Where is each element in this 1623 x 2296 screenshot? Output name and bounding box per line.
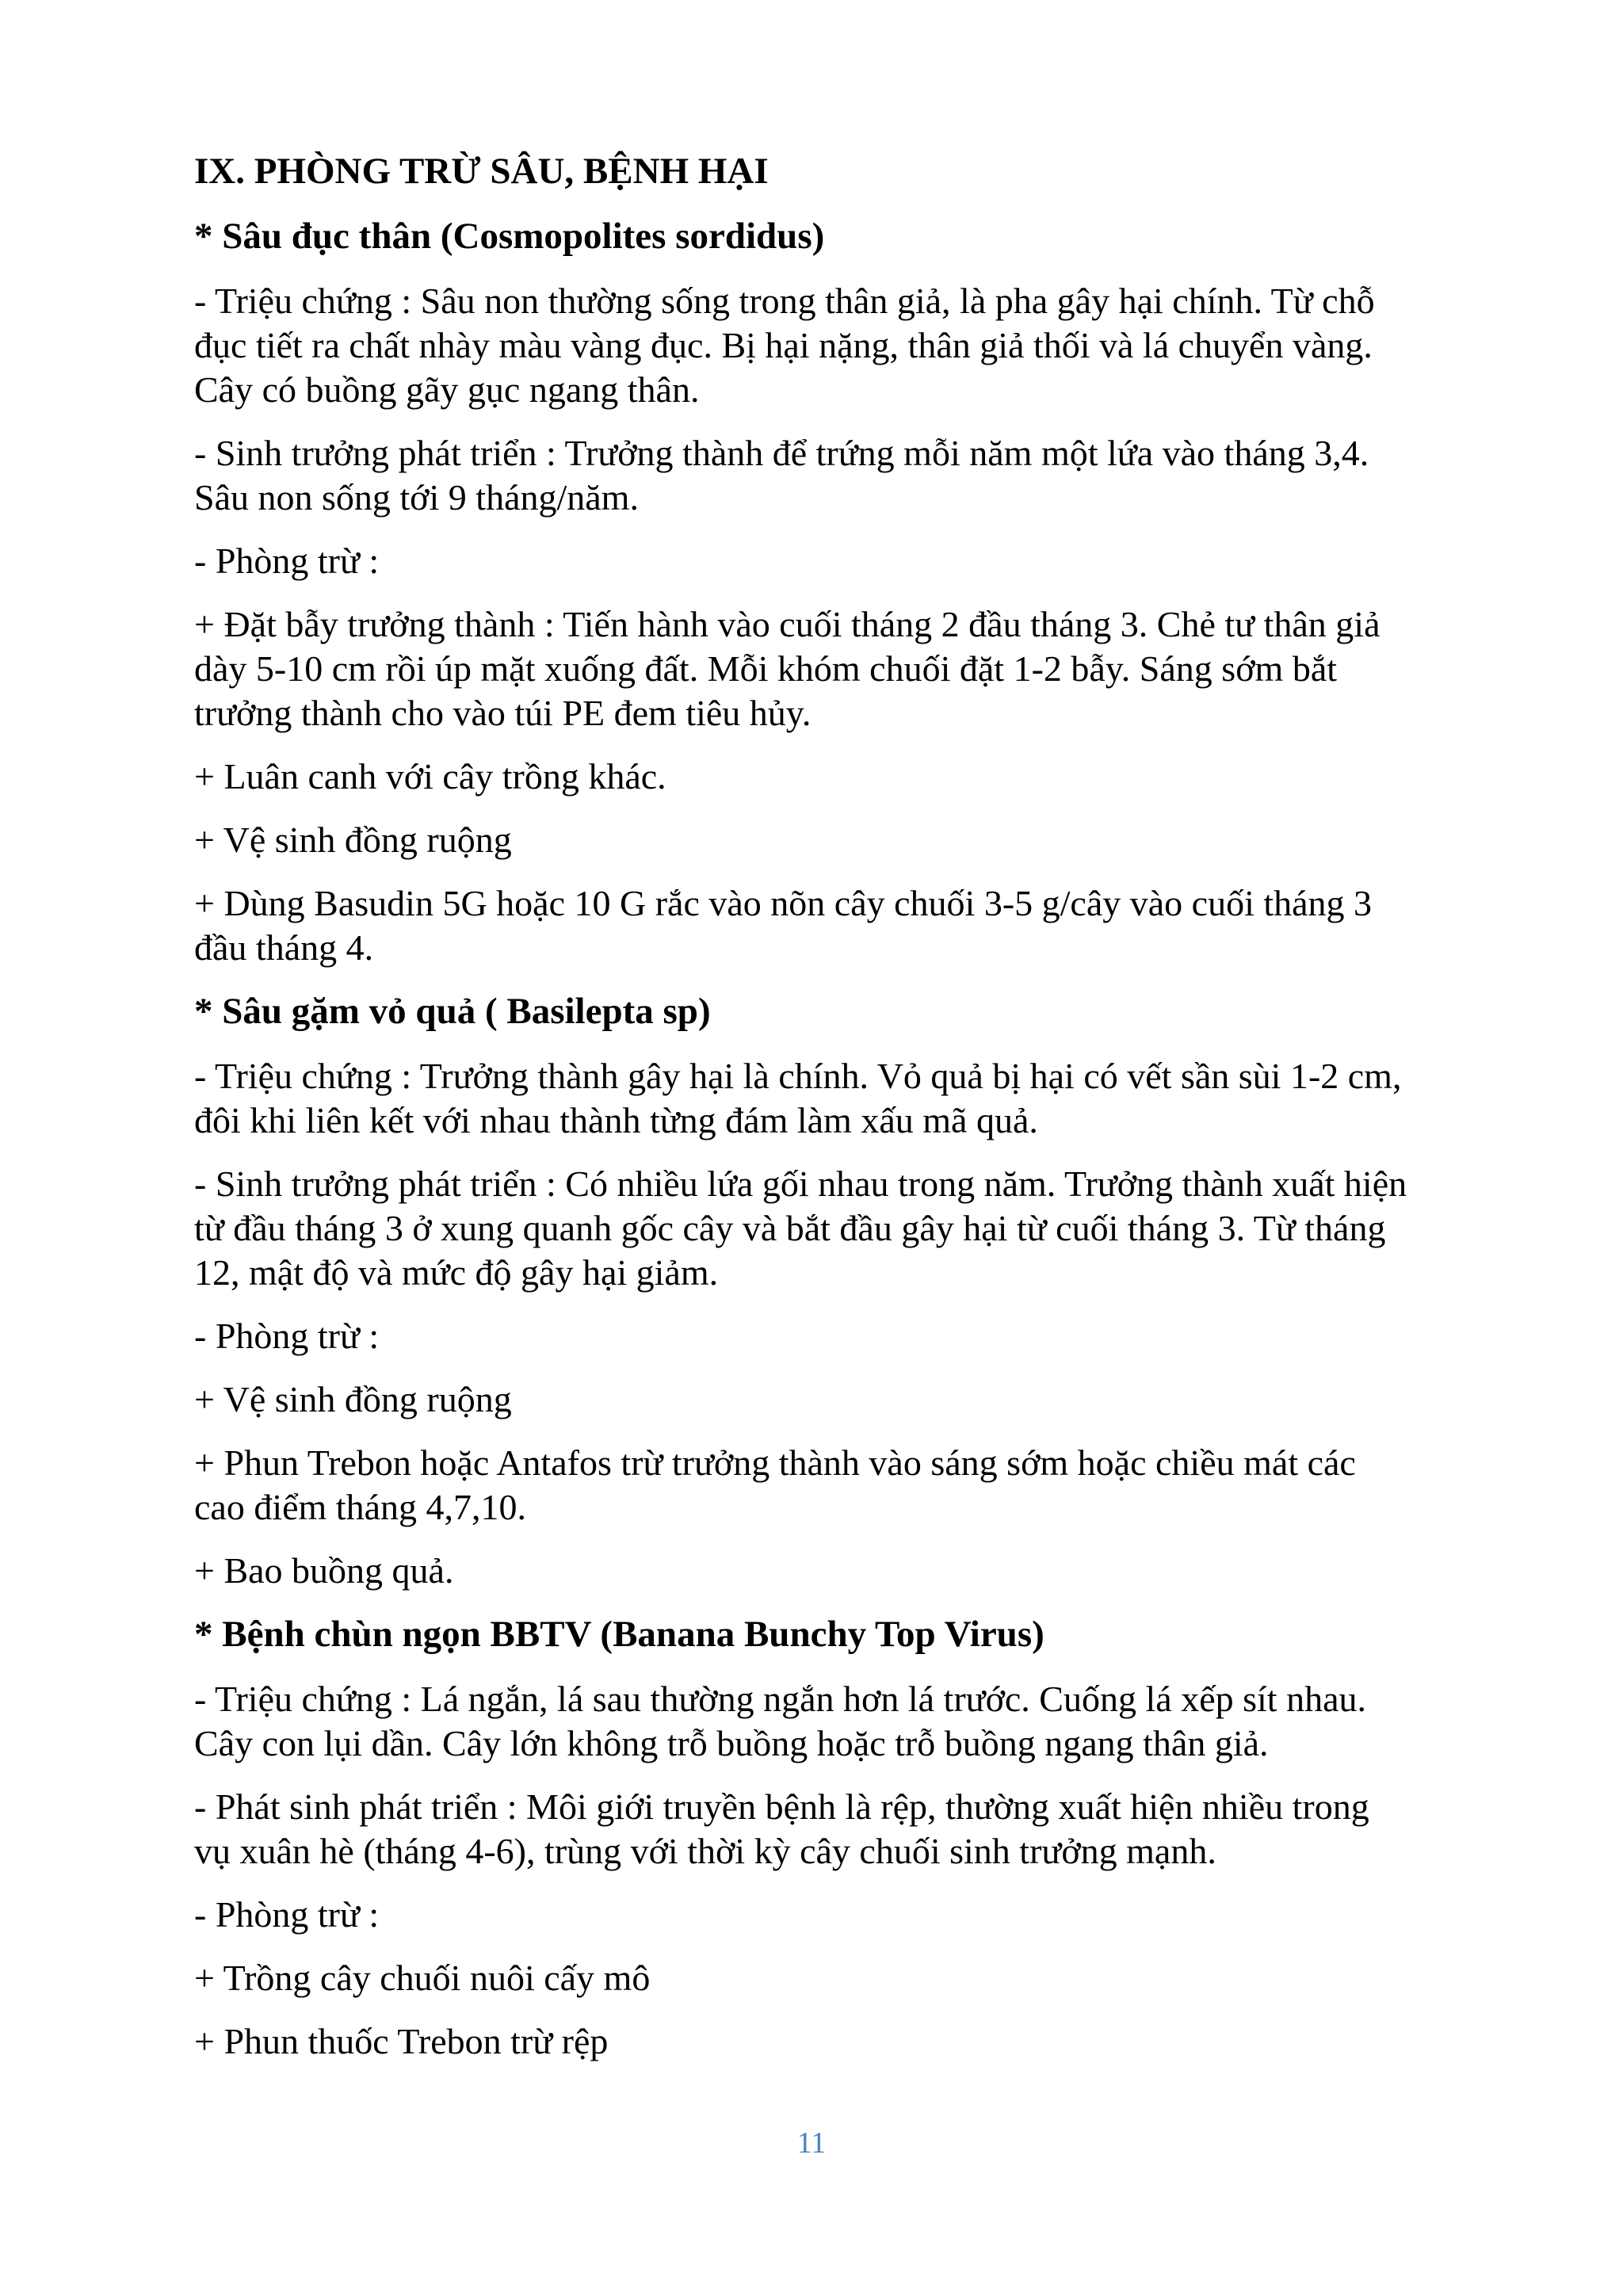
document-page (194, 149, 1486, 2083)
text-line: đầu tháng 4. (194, 927, 374, 968)
text-line: - Phòng trừ : (194, 541, 380, 581)
section-title: IX. PHÒNG TRỪ SÂU, BỆNH HẠI (194, 151, 769, 192)
text-line: vụ xuân hè (tháng 4-6), trùng với thời kỳ cây chuối sinh trưởng mạnh. (194, 1831, 1216, 1871)
text-line: - Phát sinh phát triển : Môi giới truyền bệnh là rệp, thường xuất hiện nhiều trong (194, 1786, 1369, 1827)
text-line: + Phun thuốc Trebon trừ rệp (194, 2021, 609, 2061)
text-line: dày 5-10 cm rồi úp mặt xuống đất. Mỗi khóm chuối đặt 1-2 bẫy. Sáng sớm bắt (194, 648, 1338, 689)
subsection-heading: * Bệnh chùn ngọn BBTV (Banana Bunchy Top Virus) (194, 1614, 1044, 1655)
text-line: đục tiết ra chất nhày màu vàng đục. Bị hại nặng, thân giả thối và lá chuyển vàng. (194, 325, 1373, 365)
paragraph (194, 279, 1486, 412)
paragraph (194, 539, 1486, 583)
text-line: Cây con lụi dần. Cây lớn không trỗ buồng hoặc trỗ buồng ngang thân giả. (194, 1723, 1269, 1763)
text-line: - Phòng trừ : (194, 1894, 380, 1935)
text-line: + Luân canh với cây trồng khác. (194, 756, 666, 797)
paragraph (194, 1956, 1486, 2000)
paragraph (194, 1549, 1486, 1593)
subsection-heading: * Sâu gặm vỏ quả ( Basilepta sp) (194, 991, 711, 1032)
text-line: Cây có buồng gãy gục ngang thân. (194, 369, 700, 410)
text-line: - Triệu chứng : Trưởng thành gây hại là chính. Vỏ quả bị hại có vết sần sùi 1-2 cm, (194, 1056, 1402, 1096)
paragraph (194, 1054, 1486, 1143)
text-line: + Bao buồng quả. (194, 1550, 454, 1591)
paragraph (194, 755, 1486, 799)
subsection-heading: * Sâu đục thân (Cosmopolites sordidus) (194, 216, 825, 257)
paragraph (194, 2019, 1486, 2064)
text-line: + Vệ sinh đồng ruộng (194, 819, 512, 860)
paragraph (194, 1162, 1486, 1295)
text-line: + Phun Trebon hoặc Antafos trừ trưởng thành vào sáng sớm hoặc chiều mát các (194, 1442, 1356, 1483)
document-body (194, 214, 1486, 2064)
text-line: từ đầu tháng 3 ở xung quanh gốc cây và bắt đầu gây hại từ cuối tháng 3. Từ tháng (194, 1208, 1386, 1248)
paragraph (194, 1314, 1486, 1358)
paragraph (194, 1677, 1486, 1766)
text-line: + Vệ sinh đồng ruộng (194, 1379, 512, 1419)
text-line: + Trồng cây chuối nuôi cấy mô (194, 1958, 651, 1998)
paragraph (194, 431, 1486, 520)
text-line: + Đặt bẫy trưởng thành : Tiến hành vào cuối tháng 2 đầu tháng 3. Chẻ tư thân giả (194, 604, 1381, 644)
text-line: - Triệu chứng : Sâu non thường sống trong thân giả, là pha gây hại chính. Từ chỗ (194, 281, 1375, 321)
text-line: - Triệu chứng : Lá ngắn, lá sau thường ngắn hơn lá trước. Cuống lá xếp sít nhau. (194, 1679, 1366, 1719)
text-line: 12, mật độ và mức độ gây hại giảm. (194, 1252, 719, 1293)
text-line: - Sinh trưởng phát triển : Trưởng thành để trứng mỗi năm một lứa vào tháng 3,4. (194, 433, 1369, 473)
paragraph (194, 818, 1486, 862)
paragraph (194, 602, 1486, 735)
paragraph (194, 1785, 1486, 1874)
paragraph (194, 1441, 1486, 1530)
paragraph (194, 881, 1486, 970)
text-line: - Sinh trưởng phát triển : Có nhiều lứa gối nhau trong năm. Trưởng thành xuất hiện (194, 1163, 1407, 1204)
text-line: đôi khi liên kết với nhau thành từng đám làm xấu mã quả. (194, 1100, 1038, 1140)
paragraph (194, 1377, 1486, 1422)
text-line: cao điểm tháng 4,7,10. (194, 1487, 527, 1527)
text-line: + Dùng Basudin 5G hoặc 10 G rắc vào nõn cây chuối 3-5 g/cây vào cuối tháng 3 (194, 883, 1373, 923)
page-number: 11 (796, 2126, 827, 2160)
text-line: - Phòng trừ : (194, 1316, 380, 1356)
paragraph (194, 1893, 1486, 1937)
text-line: Sâu non sống tới 9 tháng/năm. (194, 477, 639, 518)
text-line: trưởng thành cho vào túi PE đem tiêu hủy. (194, 693, 812, 733)
